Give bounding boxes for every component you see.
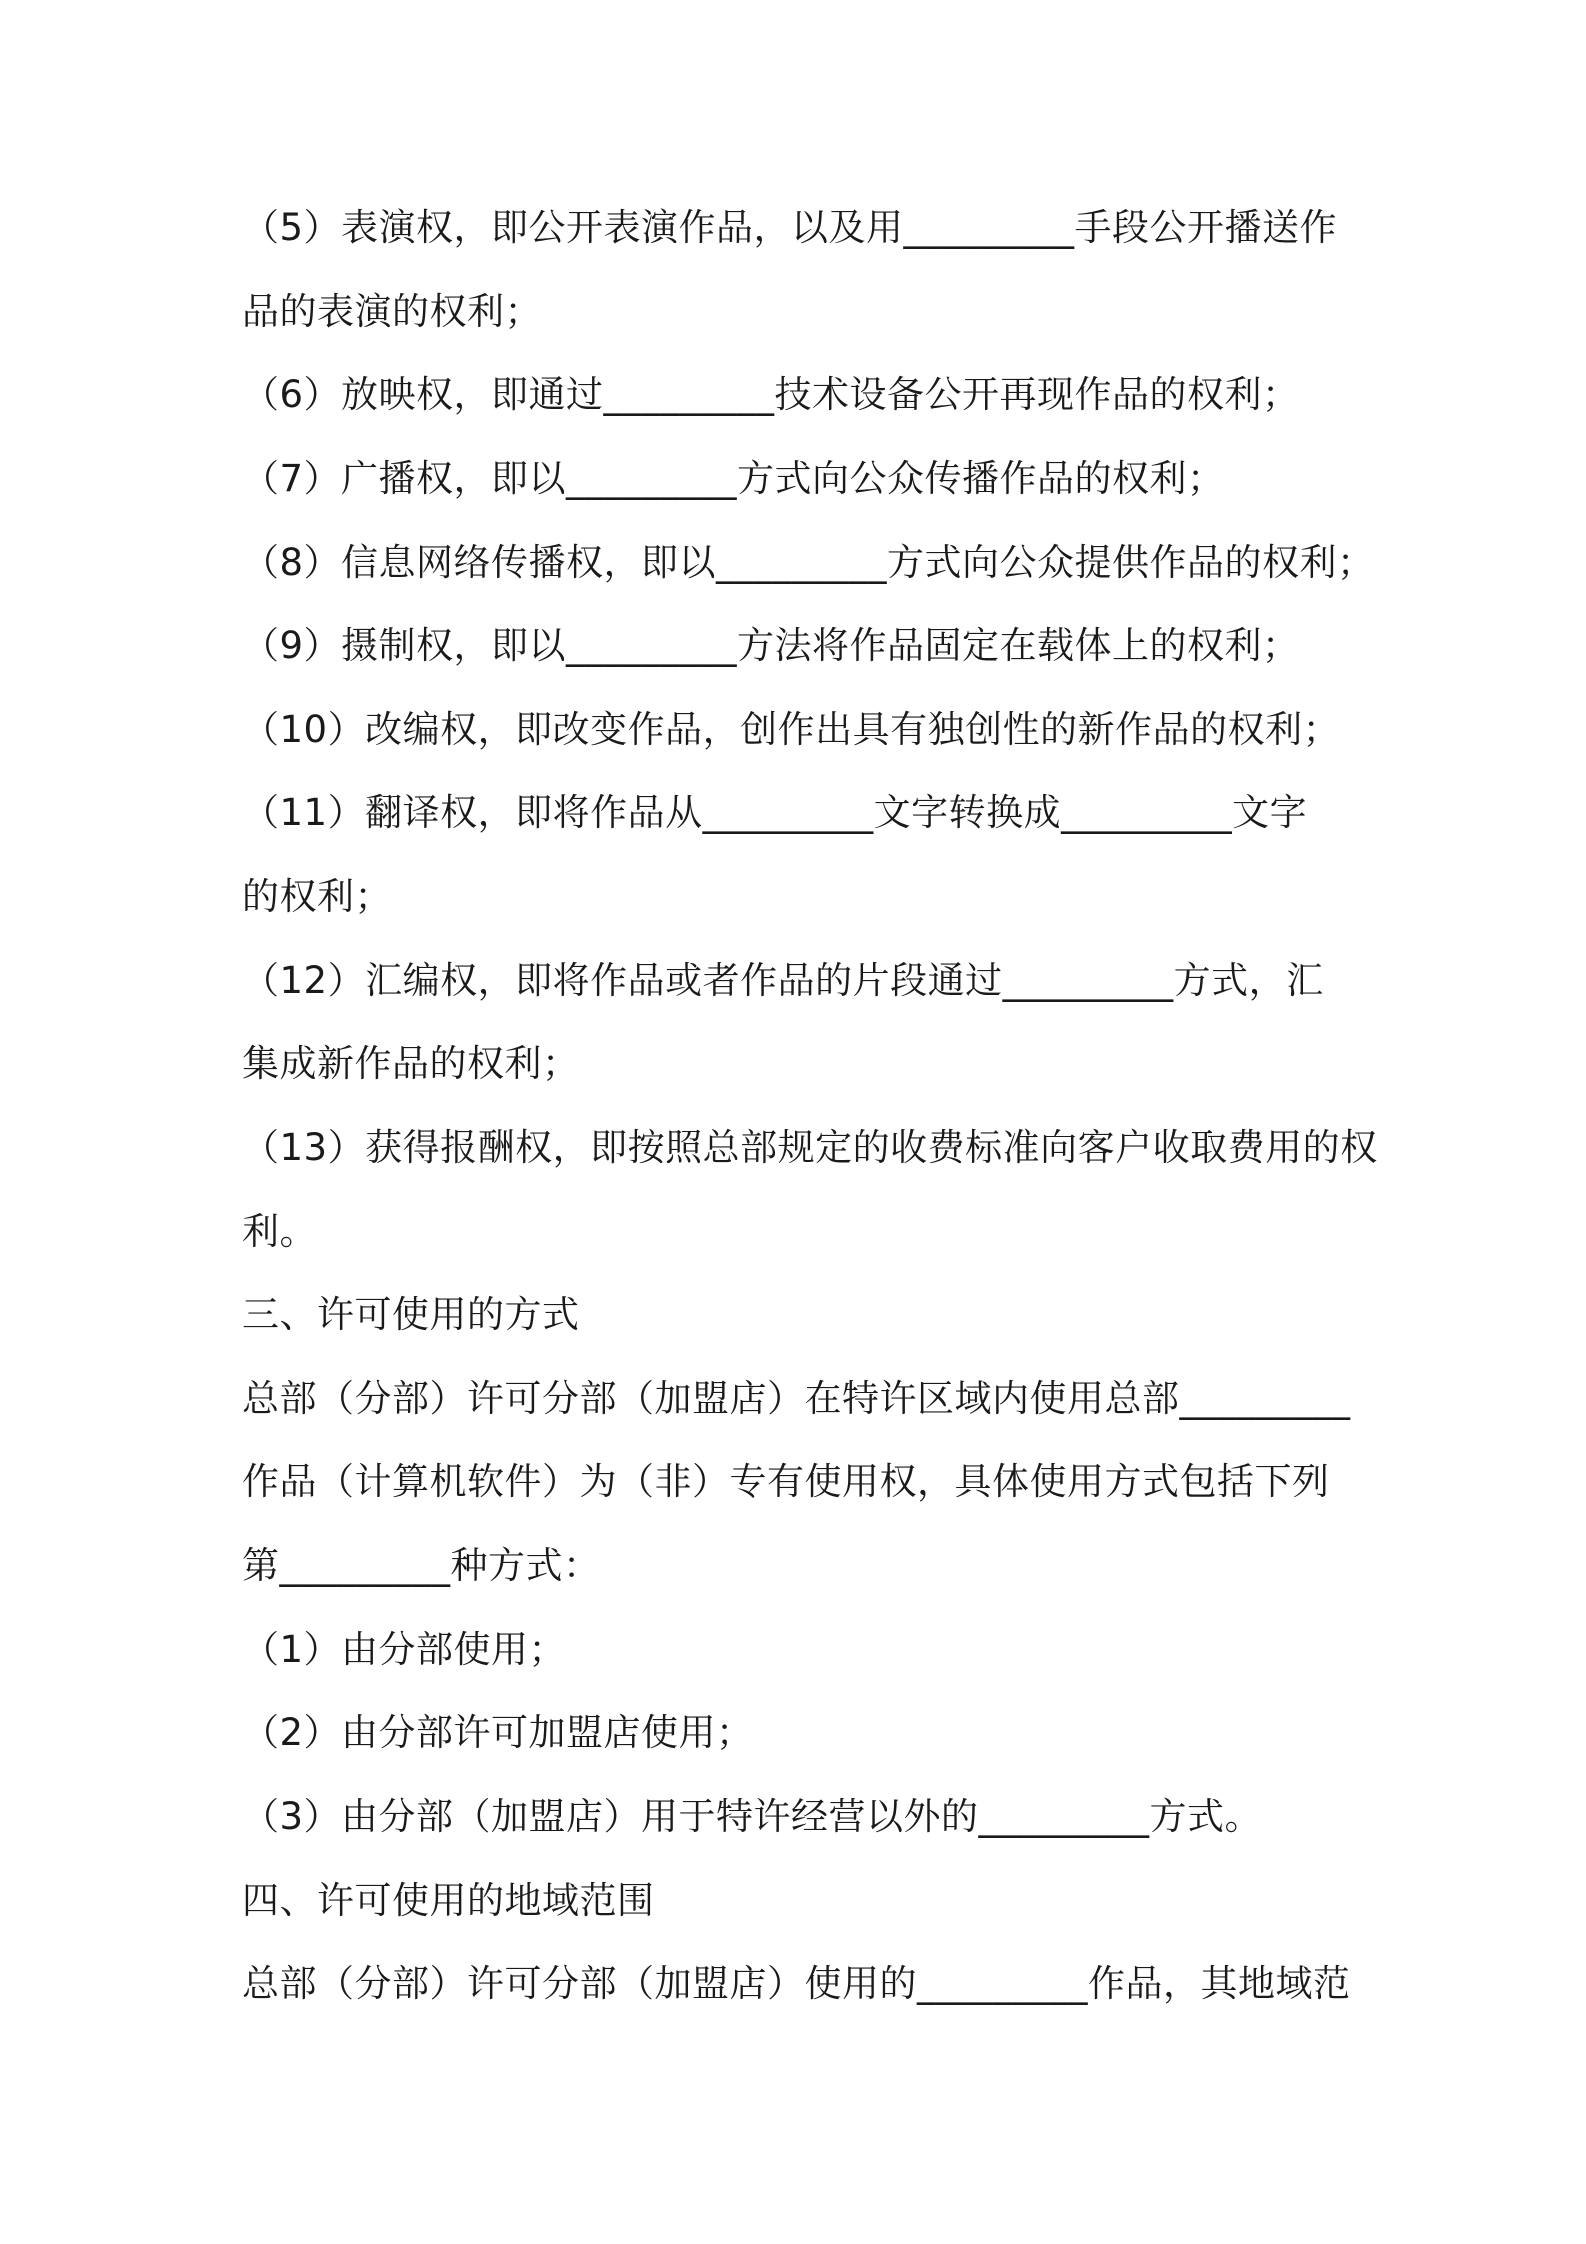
clause-10-adaptation-right: （10）改编权，即改变作品，创作出具有独创性的新作品的权利； xyxy=(242,708,1341,751)
usage-option-2: （2）由分部许可加盟店使用； xyxy=(242,1711,754,1754)
clause-8-network-right: （8）信息网络传播权，即以_________方式向公众提供作品的权利； xyxy=(242,541,1375,584)
section-3-paragraph-line3: 第_________种方式： xyxy=(242,1544,601,1587)
clause-6-projection-right: （6）放映权，即通过_________技术设备公开再现作品的权利； xyxy=(242,373,1300,416)
clause-5-performance-right-line1: （5）表演权，即公开表演作品，以及用_________手段公开播送作 xyxy=(242,206,1338,249)
clause-12-compilation-right-line1: （12）汇编权，即将作品或者作品的片段通过_________方式，汇 xyxy=(242,959,1324,1002)
section-4-heading: 四、许可使用的地域范围 xyxy=(242,1879,655,1922)
clause-12-compilation-right-line2: 集成新作品的权利； xyxy=(242,1042,580,1085)
clause-13-remuneration-right-line1: （13）获得报酬权，即按照总部规定的收费标准向客户收取费用的权 xyxy=(242,1126,1378,1169)
clause-9-filming-right: （9）摄制权，即以_________方法将作品固定在载体上的权利； xyxy=(242,624,1300,667)
usage-option-1: （1）由分部使用； xyxy=(242,1628,567,1671)
clause-13-remuneration-right-line2: 利。 xyxy=(242,1210,317,1253)
clause-5-performance-right-line2: 品的表演的权利； xyxy=(242,290,542,333)
section-3-paragraph-line2: 作品（计算机软件）为（非）专有使用权，具体使用方式包括下列 xyxy=(242,1460,1330,1503)
clause-11-translation-right-line1: （11）翻译权，即将作品从_________文字转换成_________文字 xyxy=(242,791,1308,834)
clause-7-broadcast-right: （7）广播权，即以_________方式向公众传播作品的权利； xyxy=(242,457,1225,500)
section-4-paragraph-line1: 总部（分部）许可分部（加盟店）使用的_________作品，其地域范 xyxy=(242,1962,1351,2005)
section-3-paragraph-line1: 总部（分部）许可分部（加盟店）在特许区域内使用总部_________ xyxy=(242,1377,1351,1420)
section-3-heading: 三、许可使用的方式 xyxy=(242,1293,580,1336)
clause-11-translation-right-line2: 的权利； xyxy=(242,875,392,918)
usage-option-3: （3）由分部（加盟店）用于特许经营以外的_________方式。 xyxy=(242,1795,1263,1838)
